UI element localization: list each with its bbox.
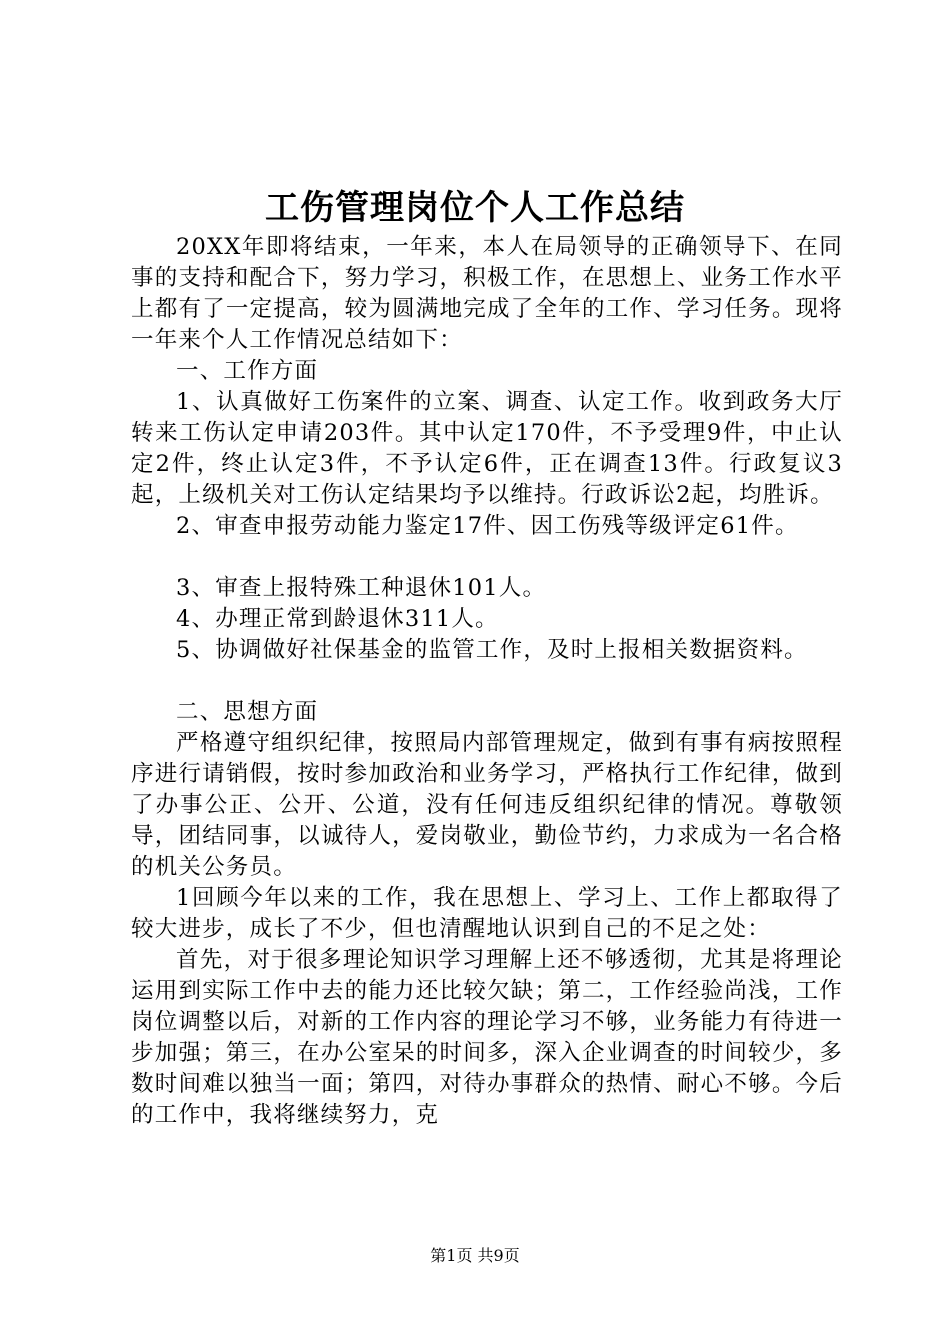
document-body bbox=[131, 232, 843, 1131]
shortcomings-paragraph: 首先，对于很多理论知识学习理解上还不够透彻，尤其是将理论运用到实际工作中去的能力还比较欠缺；第二，工作经验尚浅，工作岗位调整以后，对新的工作内容的理论学习不够，业务能力有待进一步加强；第三，在办公室呆的时间多，深入企业调查的时间较少，多数时间难以独当一面；第四，对待办事群众的热情、耐心不够。今后的工作中，我将继续努力，克 bbox=[131, 947, 843, 1128]
section-heading-thought: 二、思想方面 bbox=[176, 699, 319, 725]
document-title: 工伤管理岗位个人工作总结 bbox=[265, 188, 685, 228]
work-item-1: 1、认真做好工伤案件的立案、调查、认定工作。收到政务大厅转来工伤认定申请203件。其中认定170件，不予受理9件，中止认定2件，终止认定3件，不予认定6件，正在调查13件。行政复议3起，上级机关对工伤认定结果均予以维持。行政诉讼2起，均胜诉。 bbox=[131, 389, 843, 508]
work-item-3: 3、审查上报特殊工种退休101人。 bbox=[176, 575, 547, 601]
thought-paragraph: 严格遵守组织纪律，按照局内部管理规定，做到有事有病按照程序进行请销假，按时参加政治和业务学习，严格执行工作纪律，做到了办事公正、公开、公道，没有任何违反组织纪律的情况。尊敬领导，团结同事，以诚待人，爱岗敬业，勤俭节约，力求成为一名合格的机关公务员。 bbox=[131, 730, 843, 880]
review-paragraph: 1回顾今年以来的工作，我在思想上、学习上、工作上都取得了较大进步，成长了不少，但也清醒地认识到自己的不足之处： bbox=[131, 885, 843, 942]
section-heading-work: 一、工作方面 bbox=[176, 358, 319, 384]
work-item-2: 2、审查申报劳动能力鉴定17件、因工伤残等级评定61件。 bbox=[176, 513, 799, 539]
work-item-5: 5、协调做好社保基金的监管工作，及时上报相关数据资料。 bbox=[176, 637, 808, 663]
intro-paragraph: 20XX年即将结束，一年来，本人在局领导的正确领导下、在同事的支持和配合下，努力学习，积极工作，在思想上、业务工作水平上都有了一定提高，较为圆满地完成了全年的工作、学习任务。现将一年来个人工作情况总结如下： bbox=[131, 234, 843, 353]
work-item-4: 4、办理正常到龄退休311人。 bbox=[176, 606, 499, 632]
page-number-footer: 第1页 共9页 bbox=[430, 1246, 520, 1265]
